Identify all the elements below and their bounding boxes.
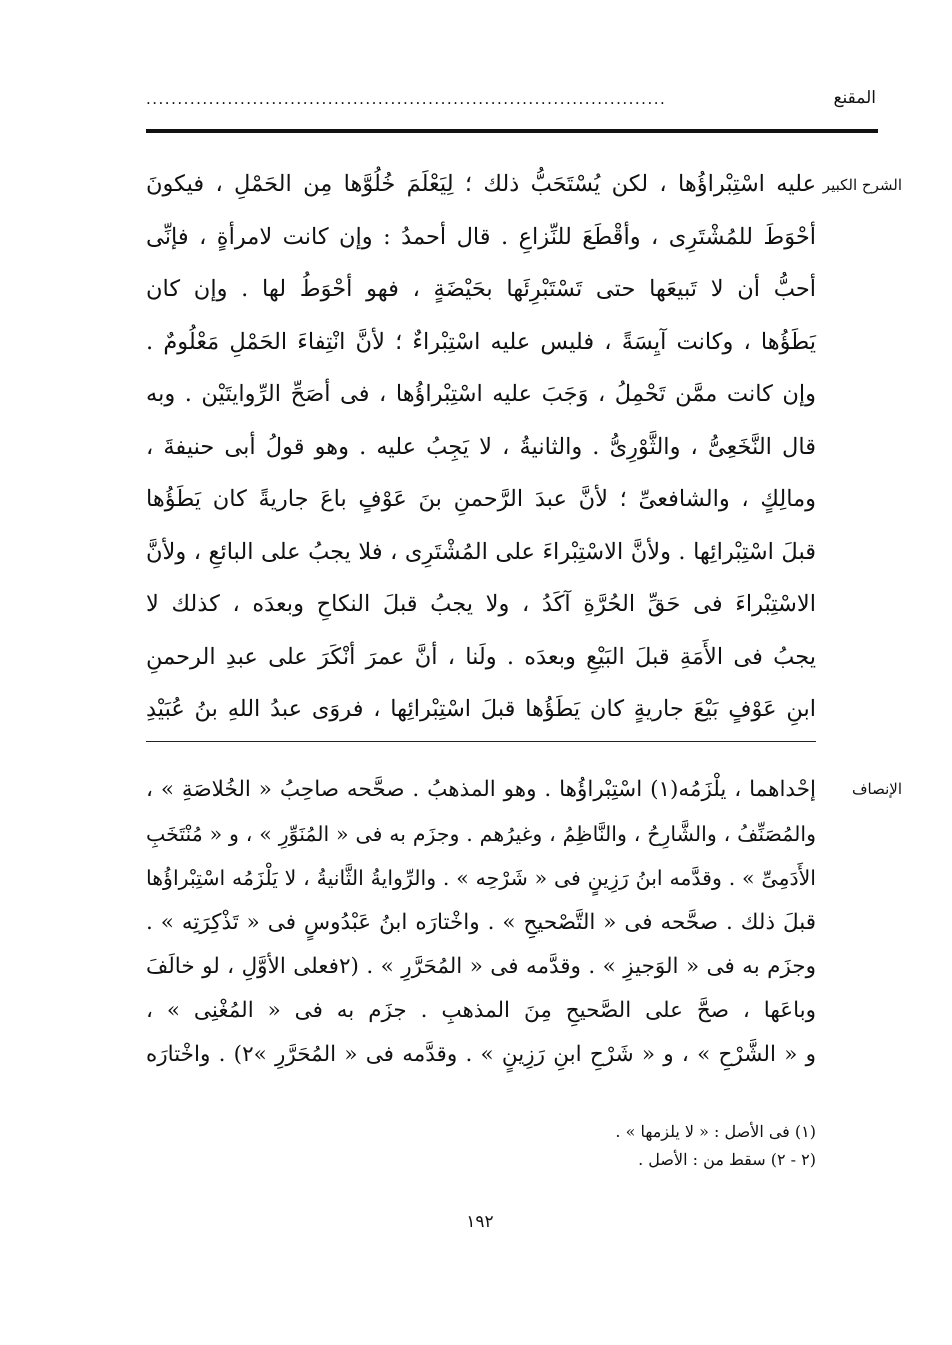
text-line: وباعَها ، صحَّ على الصَّحيحِ مِنَ المذهبِ . جزَم به فى « المُغْنِى » ، bbox=[146, 998, 816, 1024]
text-line: الاسْتِبْراءَ فى حَقِّ الحُرَّةِ آكَدُ ، ولا يجبُ قبلَ النكاحِ وبعدَه ، كذلك لا bbox=[146, 591, 816, 617]
text-line: و « الشَّرْحِ » ، و « شَرْحِ ابنِ رَزِينٍ » . وقدَّمه فى « المُحَرَّرِ »٢) . واخْتارَه bbox=[146, 1042, 816, 1068]
text-line: يجبُ فى الأَمَةِ قبلَ البَيْعِ وبعدَه . ولَنا ، أنَّ عمرَ أنْكَرَ على عبدِ الرحمنِ bbox=[146, 643, 816, 670]
section-divider bbox=[146, 741, 816, 742]
page-number: ١٩٢ bbox=[466, 1212, 494, 1232]
footnote: (٢ - ٢) سقط من : الأصل . bbox=[638, 1150, 816, 1169]
main-text-block bbox=[146, 158, 816, 736]
text-line: ابنِ عَوْفٍ بَيْعَ جاريةٍ كان يَطَؤُها قبلَ اسْتِبْرائِها ، فروَى عبدُ اللهِ بنُ عُبَيْدِ bbox=[146, 696, 816, 722]
section-label-insaf: الإنصاف bbox=[851, 780, 902, 798]
book-title: المقنع bbox=[833, 88, 876, 108]
text-line: إحْداهما ، يلْزَمُه(١) اسْتِبْراؤُها . وهو المذهبُ . صحَّحه صاحِبُ « الخُلاصَةِ » ، bbox=[146, 777, 816, 802]
text-line: قبلَ اسْتِبْرائِها . ولأنَّ الاسْتِبْراءَ على المُشْتَرِى ، فلا يجبُ على البائعِ ، ولأنَّ bbox=[146, 538, 816, 565]
footnote: (١) فى الأصل : « لا يلزمها » . bbox=[615, 1122, 816, 1141]
section-label-sharh: الشرح الكبير bbox=[822, 176, 902, 194]
header-rule bbox=[146, 129, 878, 133]
text-line: أحْوَطَ للمُشْتَرِى ، وأقْطَعَ للنِّزاعِ . قال أحمدُ : وإن كانت لامرأةٍ ، فإنِّى bbox=[146, 223, 816, 250]
footnotes bbox=[520, 1118, 816, 1174]
text-line: وإن كانت ممَّن تَحْمِلُ ، وَجَبَ عليه اسْتِبْراؤُها ، فى أصَحِّ الرِّوايتَيْن . وبه bbox=[146, 381, 816, 407]
insaf-text-block bbox=[146, 768, 816, 1077]
text-line: ومالِكٍ ، والشافعىِّ ؛ لأنَّ عبدَ الرَّحمنِ بنَ عَوْفٍ باعَ جاريةً كان يَطَؤُها bbox=[146, 486, 816, 512]
text-line: يَطَؤُها ، وكانت آيِسَةً ، فليس عليه اسْتِبْراءٌ ؛ لأنَّ انْتِفاءَ الحَمْلِ مَعْلُومٌ . bbox=[146, 328, 816, 355]
header-dots: ................................................................................... bbox=[146, 90, 667, 108]
text-line: وجزَم به فى « الوَجيزِ » . وقدَّمه فى « المُحَرَّرِ » . (٢فعلى الأوَّلِ ، لو خالَفَ bbox=[146, 953, 816, 979]
text-line: قبلَ ذلك . صحَّحه فى « التَّصْحيحِ » . واخْتارَه ابنُ عَبْدُوسٍ فى « تَذْكِرَتِه » . bbox=[146, 909, 816, 935]
text-line: أحبُّ أن لا تَبيعَها حتى تَسْتَبْرِئَها بحَيْضَةٍ ، فهو أحْوَطُ لها . وإن كان bbox=[146, 276, 816, 302]
text-line: الأَدَمِىِّ » . وقدَّمه ابنُ رَزِينٍ فى « شَرْحِه » . والرِّوايةُ الثَّانيةُ ، لا يَلْزَمُه اسْتِبْراؤُها bbox=[146, 866, 816, 891]
text-line: قال النَّخَعِىُّ ، والثَّوْرِىُّ . والثانيةُ ، لا يَجِبُ عليه . وهو قولُ أبى حنيفةَ ، bbox=[146, 433, 816, 460]
text-line: عليه اسْتِبْراؤُها ، لكن يُسْتَحَبُّ ذلك ؛ لِيَعْلَمَ خُلُوَّها مِن الحَمْلِ ، فيكونَ bbox=[146, 171, 816, 197]
text-line: والمُصَنِّفُ ، والشَّارِحُ ، والنَّاظِمُ ، وغيرُهم . وجزَم به فى « المُنَوِّرِ » ، و « مُنْتَخَبِ bbox=[146, 822, 816, 847]
